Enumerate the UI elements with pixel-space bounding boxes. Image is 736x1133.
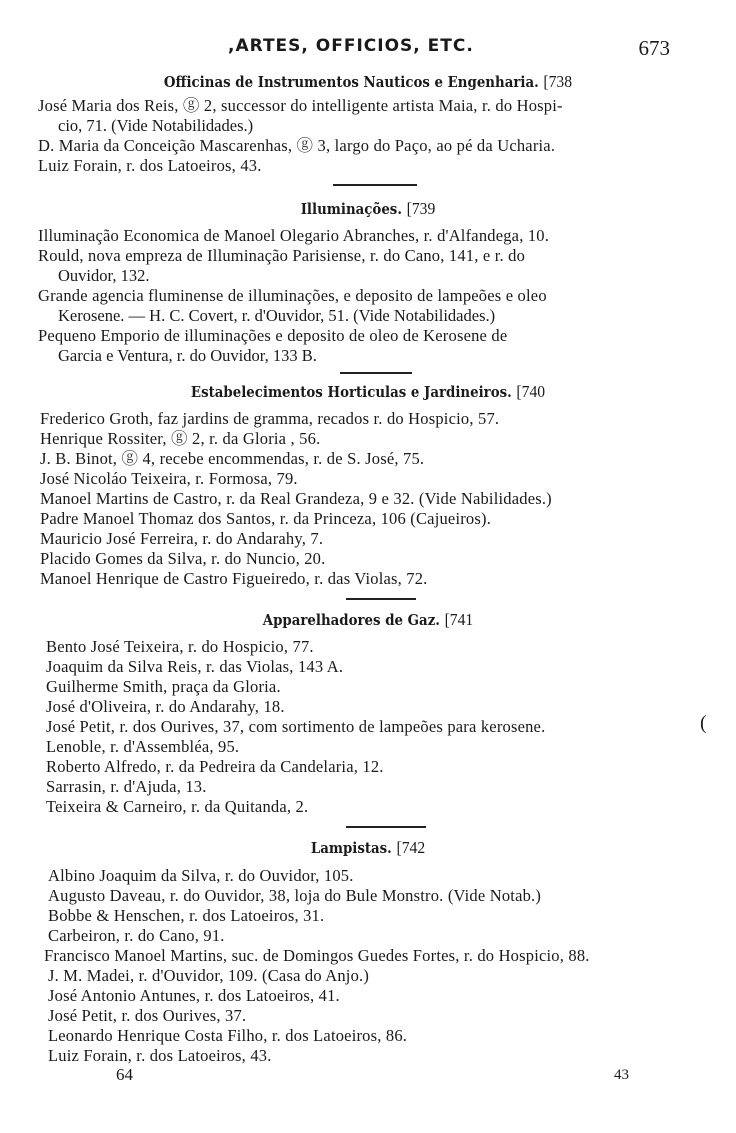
section-divider: [346, 598, 416, 600]
list-item: Illuminação Economica de Manoel Olegario Abranches, r. d'Alfandega, 10.: [38, 226, 550, 245]
list-item: Roberto Alfredo, r. da Pedreira da Candelaria, 12.: [46, 757, 384, 776]
list-item: Padre Manoel Thomaz dos Santos, r. da Princeza, 106 (Cajueiros).: [40, 509, 492, 528]
list-item: José Nicoláo Teixeira, r. Formosa, 79.: [40, 469, 298, 488]
section-ref: [738: [543, 72, 573, 91]
section-heading-740: [29, 382, 706, 402]
list-item: J. B. Binot, ⓖ 4, recebe encommendas, r. de S. José, 75.: [40, 449, 425, 468]
section-heading-738: [29, 72, 706, 92]
list-item: Sarrasin, r. d'Ajuda, 13.: [46, 777, 207, 796]
list-item-continuation: Garcia e Ventura, r. do Ouvidor, 133 B.: [58, 346, 317, 365]
section-divider: [333, 184, 417, 186]
list-item: Joaquim da Silva Reis, r. das Violas, 143 A.: [46, 657, 344, 676]
list-item: Albino Joaquim da Silva, r. do Ouvidor, 105.: [48, 866, 354, 885]
list-item: J. M. Madei, r. d'Ouvidor, 109. (Casa do Anjo.): [48, 966, 370, 985]
list-item-continuation: cio, 71. (Vide Notabilidades.): [58, 116, 254, 135]
list-item: Carbeiron, r. do Cano, 91.: [48, 926, 225, 945]
margin-mark: (: [700, 712, 707, 734]
section-divider: [346, 826, 426, 828]
section-title: Apparelhadores de Gaz.: [262, 612, 440, 629]
section-title: Illuminações.: [300, 201, 402, 218]
list-item: Luiz Forain, r. dos Latoeiros, 43.: [38, 156, 262, 175]
list-item: Guilherme Smith, praça da Gloria.: [46, 677, 281, 696]
list-item: José Antonio Antunes, r. dos Latoeiros, 41.: [48, 986, 340, 1005]
section-title: Estabelecimentos Horticulas e Jardineiros.: [190, 384, 512, 401]
section-ref: [741: [444, 610, 474, 629]
list-item: Rould, nova empreza de Illuminação Parisiense, r. do Cano, 141, e r. do: [38, 246, 526, 265]
footer-number: 43: [614, 1067, 629, 1083]
list-item: Frederico Groth, faz jardins de gramma, recados r. do Hospicio, 57.: [40, 409, 500, 428]
section-heading-742: [29, 838, 706, 858]
list-item: José d'Oliveira, r. do Andarahy, 18.: [46, 697, 285, 716]
list-item: Manoel Martins de Castro, r. da Real Grandeza, 9 e 32. (Vide Nabilidades.): [40, 489, 552, 508]
section-ref: [740: [516, 382, 546, 401]
list-item: Manoel Henrique de Castro Figueiredo, r. das Violas, 72.: [40, 569, 428, 588]
list-item: Mauricio José Ferreira, r. do Andarahy, 7.: [40, 529, 324, 548]
signature-mark: 64: [116, 1065, 133, 1084]
page-header: [0, 36, 736, 62]
page-number: 673: [638, 36, 670, 60]
list-item: Bento José Teixeira, r. do Hospicio, 77.: [46, 637, 314, 656]
running-title: ,ARTES, OFFICIOS, ETC.: [228, 36, 474, 56]
list-item: Placido Gomes da Silva, r. do Nuncio, 20.: [40, 549, 326, 568]
section-title: Lampistas.: [310, 840, 392, 857]
list-item: Augusto Daveau, r. do Ouvidor, 38, loja do Bule Monstro. (Vide Notab.): [48, 886, 542, 905]
list-item: Luiz Forain, r. dos Latoeiros, 43.: [48, 1046, 272, 1065]
section-divider: [340, 372, 412, 374]
list-item: Leonardo Henrique Costa Filho, r. dos Latoeiros, 86.: [48, 1026, 408, 1045]
section-ref: [739: [406, 199, 436, 218]
list-item-continuation: Ouvidor, 132.: [58, 266, 150, 285]
list-item: Bobbe & Henschen, r. dos Latoeiros, 31.: [48, 906, 325, 925]
section-heading-741: [29, 610, 706, 630]
list-item: José Petit, r. dos Ourives, 37, com sortimento de lampeões para kerosene.: [46, 717, 546, 736]
list-item: Pequeno Emporio de illuminações e deposito de oleo de Kerosene de: [38, 326, 508, 345]
section-title: Officinas de Instrumentos Nauticos e Engenharia.: [163, 74, 539, 91]
list-item: Teixeira & Carneiro, r. da Quitanda, 2.: [46, 797, 309, 816]
list-item: Francisco Manoel Martins, suc. de Domingos Guedes Fortes, r. do Hospicio, 88.: [44, 946, 590, 965]
list-item: Henrique Rossiter, ⓖ 2, r. da Gloria , 56.: [40, 429, 321, 448]
list-item: José Maria dos Reis, ⓖ 2, successor do intelligente artista Maia, r. do Hospi-: [38, 96, 563, 115]
list-item-continuation: Kerosene. — H. C. Covert, r. d'Ouvidor, 51. (Vide Notabilidades.): [58, 306, 496, 325]
list-item: Grande agencia fluminense de illuminações, e deposito de lampeões e oleo: [38, 286, 547, 305]
section-heading-739: [29, 199, 706, 219]
section-ref: [742: [396, 838, 426, 857]
list-item: D. Maria da Conceição Mascarenhas, ⓖ 3, largo do Paço, ao pé da Ucharia.: [38, 136, 556, 155]
list-item: Lenoble, r. d'Assembléa, 95.: [46, 737, 240, 756]
list-item: José Petit, r. dos Ourives, 37.: [48, 1006, 247, 1025]
